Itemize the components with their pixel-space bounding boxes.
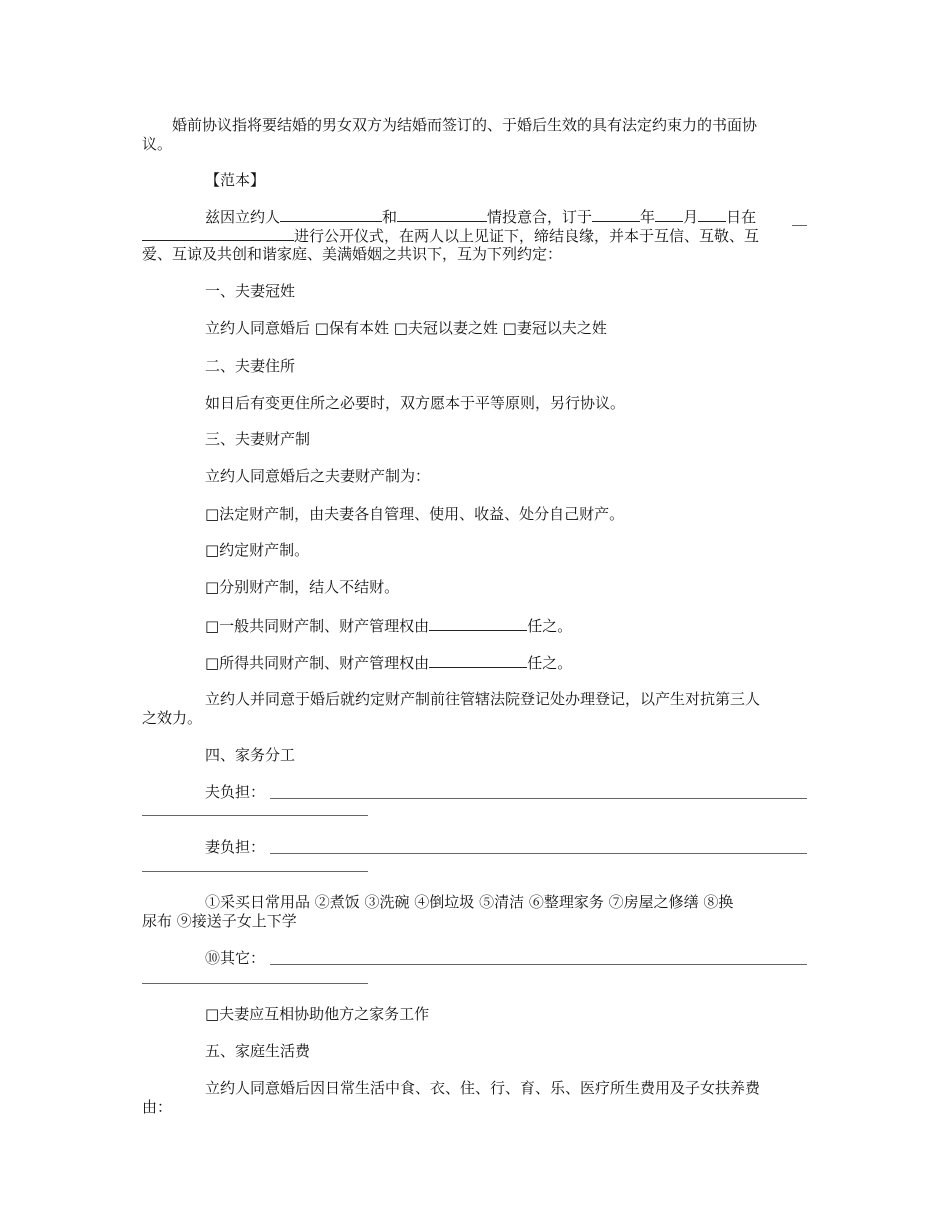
wife-duty-line-1[interactable] <box>270 853 807 854</box>
section-3-intro: 立约人同意婚后之夫妻财产制为： <box>205 467 431 485</box>
preamble-line-2-text: 进行公开仪式，在两人以上见证下，缔结良缘，并本于互信、互敬、互 <box>294 227 760 245</box>
preamble-text-1: 兹因立约人 <box>205 208 281 226</box>
general-joint-manager-blank[interactable] <box>429 616 527 631</box>
section-3-title: 三、夫妻财产制 <box>205 430 311 448</box>
preamble-text-3: 情投意合，订于 <box>487 208 593 226</box>
section-1-body: 立约人同意婚后 □保有本姓 □夫冠以妻之姓 □妻冠以夫之姓 <box>205 319 607 337</box>
mutual-help-option[interactable]: □夫妻应互相协助他方之家务工作 <box>205 1005 430 1023</box>
registration-line-1: 立约人并同意于婚后就约定财产制前往管辖法院登记处办理登记，以产生对抗第三人 <box>205 690 761 708</box>
party-b-blank[interactable] <box>397 207 487 222</box>
husband-duty-line-2[interactable] <box>142 815 368 816</box>
section-5-body-line-2: 由： <box>142 1098 173 1116</box>
section-2-title: 二、夫妻住所 <box>205 357 296 375</box>
month-blank[interactable] <box>655 207 683 222</box>
intro-line-1: 婚前协议指将要结婚的男女双方为结婚而签订的、于婚后生效的具有法定约束力的书面协 <box>172 116 758 134</box>
general-joint-text: □一般共同财产制、财产管理权由 <box>205 617 430 635</box>
husband-duty-line-1[interactable] <box>270 798 807 799</box>
income-joint-manager-blank[interactable] <box>429 653 527 668</box>
property-option-income-joint[interactable] <box>205 653 810 673</box>
preamble-text-2: 和 <box>382 208 398 226</box>
year-blank[interactable] <box>592 207 640 222</box>
preamble-line-1 <box>205 207 810 227</box>
preamble-text-4: 年 <box>640 208 656 226</box>
section-4-title: 四、家务分工 <box>205 746 296 764</box>
other-chores-label: ⑩其它： <box>205 949 266 967</box>
place-blank[interactable] <box>142 226 294 241</box>
preamble-line-3: 爱、互谅及共创和谐家庭、美满婚姻之共识下，互为下列约定： <box>142 245 563 263</box>
section-2-body: 如日后有变更住所之必要时，双方愿本于平等原则，另行协议。 <box>205 394 626 412</box>
income-joint-suffix: 任之。 <box>527 654 573 672</box>
income-joint-text: □所得共同财产制、财产管理权由 <box>205 654 430 672</box>
section-1-title: 一、夫妻冠姓 <box>205 282 296 300</box>
property-option-general-joint[interactable] <box>205 616 810 636</box>
preamble-line-2 <box>142 226 810 246</box>
property-option-statutory[interactable]: □法定财产制，由夫妻各自管理、使用、收益、处分自己财产。 <box>205 505 625 523</box>
wife-duty-label: 妻负担： <box>205 838 266 856</box>
party-a-blank[interactable] <box>280 207 382 222</box>
sample-label: 【范本】 <box>205 171 266 189</box>
preamble-text-6: 日在 <box>726 208 757 226</box>
day-blank[interactable] <box>698 207 726 222</box>
general-joint-suffix: 任之。 <box>527 617 573 635</box>
husband-duty-label: 夫负担： <box>205 783 266 801</box>
section-5-body-line-1: 立约人同意婚后因日常生活中食、衣、住、行、育、乐、医疗所生费用及子女扶养费 <box>205 1079 761 1097</box>
other-chores-line-2[interactable] <box>142 983 368 984</box>
intro-line-2: 议。 <box>142 135 173 153</box>
wife-duty-line-2[interactable] <box>142 871 368 872</box>
chores-list-line-2: 尿布 ⑨接送子女上下学 <box>142 912 297 930</box>
other-chores-line-1[interactable] <box>270 964 807 965</box>
property-option-agreed[interactable]: □约定财产制。 <box>205 541 310 559</box>
section-5-title: 五、家庭生活费 <box>205 1042 311 1060</box>
preamble-text-5: 月 <box>683 208 699 226</box>
registration-line-2: 之效力。 <box>142 709 203 727</box>
chores-list-line-1: ①采买日常用品 ②煮饭 ③洗碗 ④倒垃圾 ⑤清洁 ⑥整理家务 ⑦房屋之修缮 ⑧换 <box>205 893 734 911</box>
property-option-separate[interactable]: □分别财产制，结人不结财。 <box>205 578 400 596</box>
